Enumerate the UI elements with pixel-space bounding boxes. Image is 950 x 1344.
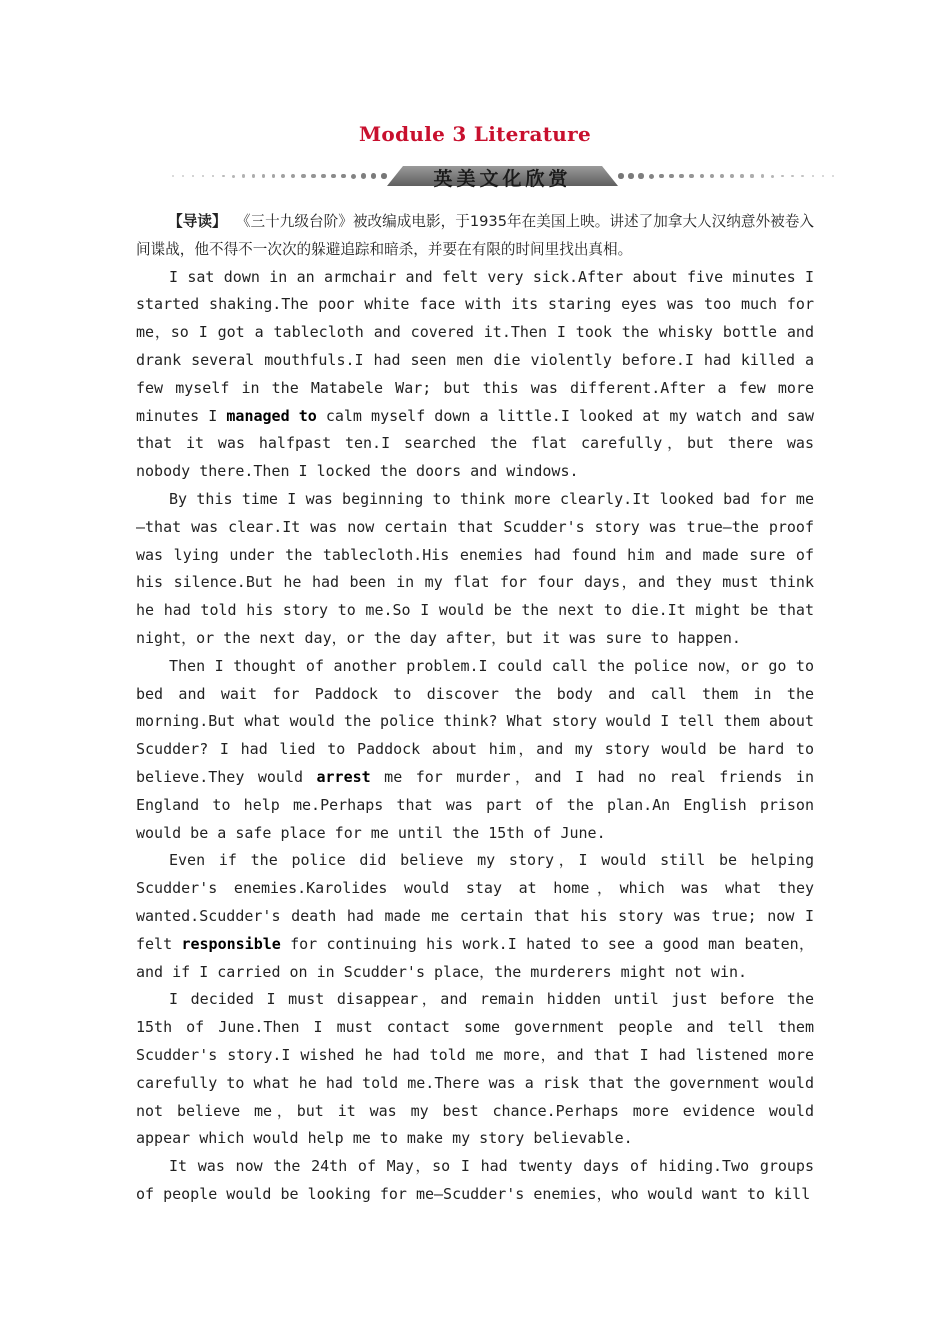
dot	[182, 175, 184, 177]
dot	[272, 174, 276, 178]
dot	[700, 174, 704, 178]
dot	[381, 173, 387, 179]
dot	[812, 175, 814, 177]
dot	[720, 174, 724, 178]
paragraph-text: Then I thought of another problem.I could call the police now，or go to bed and wait for Paddock to discover the body and call them in the morning.But what would the police think? What story would I tell them about Scudder? I had lied to Paddock about him，and my story would be hard to believe.They would	[136, 656, 814, 786]
dotted-rule-right	[618, 172, 838, 180]
paragraph-text: Even if the police did believe my story，I would still be helping Scudder's enemies.Karolides would stay at home，which was what they wanted.Scudder's death had made me certain that his story was true; now I felt	[136, 851, 814, 953]
dot	[781, 175, 784, 178]
keyword-managed-to: managed to	[226, 406, 317, 425]
dot	[761, 174, 764, 177]
keyword-responsible: responsible	[181, 934, 281, 953]
paragraph-text: By this time I was beginning to think more clearly.It looked bad for me—that was clear.It was now certain that Scudder's story was true—the proof was lying under the tablecloth.His enemies had found him and made sure of his silence.But he had been in my flat for four days，and they must think he had told his story to me.So I would be the next to die.It might be that night，or the next day，or the day after，but it was sure to happen.	[136, 489, 814, 647]
paragraph-text: I sat down in an armchair and felt very sick.After about five minutes I started shaking.The poor white face with its staring eyes was too much for me，so I got a tablecloth and covered it.Then I took the whisky bottle and drank several mouthfuls.I had seen men die violently before.I had killed a few myself in the Matabele War; but this was different.After a few more minutes I	[136, 267, 814, 425]
dot	[301, 174, 305, 178]
dot	[172, 175, 174, 177]
paragraph-text: It was now the 24th of May，so I had twenty days of hiding.Two groups of people would be looking for me—Scudder's enemies，who would want to kill	[136, 1157, 814, 1203]
dot	[192, 175, 194, 177]
paragraph-text: calm myself down a little.I looked at my watch and saw that it was halfpast ten.I searched the flat carefully，but there was nobody there.Then I locked the doors and windows.	[136, 406, 814, 481]
paragraph-1	[136, 264, 814, 486]
section-banner	[172, 162, 838, 190]
dot	[361, 173, 366, 178]
paragraph-text: for continuing his work.I hated to see a good man beaten，and if I carried on in Scudder's place，the murderers might not win.	[136, 934, 814, 981]
paragraph-2	[136, 486, 814, 653]
dot	[291, 174, 295, 178]
dot	[351, 174, 356, 179]
dot	[750, 174, 753, 177]
paragraph-text: me for murder，and I had no real friends in England to help me.Perhaps that was part of the plan.An English prison would be a safe place for me until the 15th of June.	[136, 767, 814, 842]
dot	[232, 175, 235, 178]
dot	[262, 174, 266, 178]
intro-paragraph	[136, 208, 814, 264]
paragraph-5	[136, 986, 814, 1153]
dot	[730, 174, 734, 178]
intro-text: 《三十九级台阶》被改编成电影，于1935年在美国上映。讲述了加拿大人汉纳意外被卷入间谍战，他不得不一次次的躲避追踪和暗杀，并要在有限的时间里找出真相。	[136, 213, 814, 258]
dot	[822, 175, 824, 177]
banner-label	[387, 162, 618, 190]
dot	[311, 174, 315, 178]
dot	[371, 173, 376, 178]
dot	[628, 173, 633, 178]
dot	[321, 174, 326, 179]
intro-tag: 【导读】	[168, 213, 227, 230]
dot	[669, 174, 674, 179]
dot	[649, 174, 654, 179]
paragraph-6	[136, 1153, 814, 1209]
dot	[710, 174, 714, 178]
dot	[689, 174, 693, 178]
dot	[331, 174, 336, 179]
dot	[801, 175, 804, 178]
dot	[659, 174, 664, 179]
keyword-arrest: arrest	[316, 767, 371, 786]
dot	[832, 175, 834, 177]
paragraph-4	[136, 847, 814, 986]
dot	[791, 175, 794, 178]
dot	[679, 174, 684, 179]
dot	[252, 174, 255, 177]
dot	[740, 174, 744, 178]
dot	[618, 173, 624, 179]
dot	[212, 175, 215, 178]
dot	[281, 174, 285, 178]
dot	[222, 175, 225, 178]
article-body	[136, 208, 814, 1209]
paragraph-text: I decided I must disappear，and remain hidden until just before the 15th of June.Then I must contact some government people and tell them Scudder's story.I wished he had told me more，and that I had listened more carefully to what he had told me.There was a risk that the government would not believe me，but it was my best chance.Perhaps more evidence would appear which would help me to make my story believable.	[136, 990, 814, 1148]
dot	[638, 173, 643, 178]
dot	[341, 174, 346, 179]
banner-text: 英美文化欣赏	[433, 168, 572, 190]
page-title: Module 3 Literature	[358, 122, 592, 146]
dot	[202, 175, 205, 178]
paragraph-3	[136, 653, 814, 848]
dot	[242, 174, 245, 177]
dotted-rule-left	[172, 172, 387, 180]
dot	[771, 175, 774, 178]
